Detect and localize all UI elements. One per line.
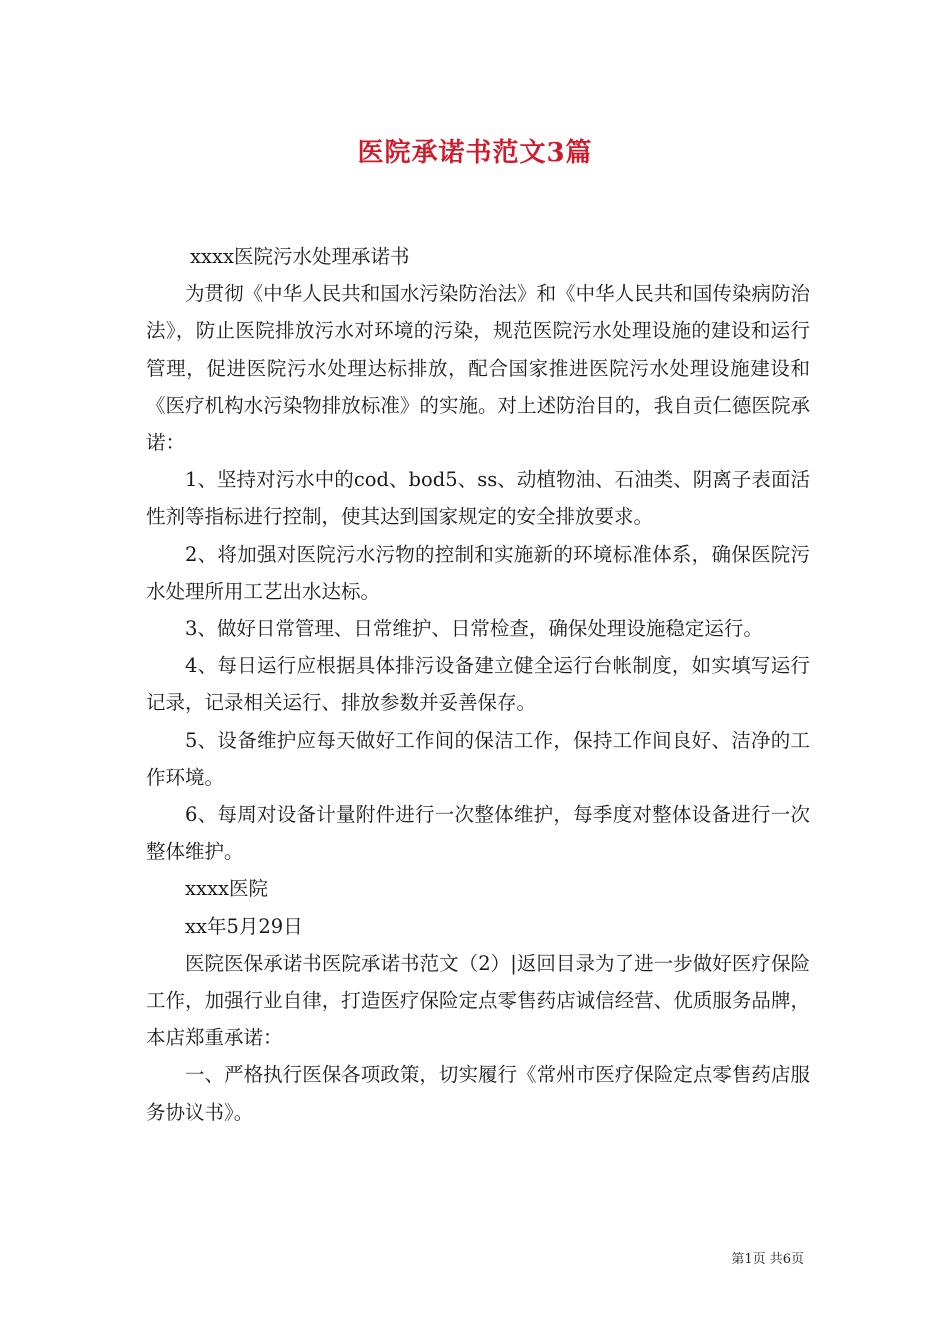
paragraph-item-1: 1、坚持对污水中的cod、bod5、ss、动植物油、石油类、阴离子表面活性剂等指标进行控制，使其达到国家规定的安全排放要求。 — [146, 468, 810, 529]
signature-date: xx年5月29日 — [185, 914, 303, 938]
page-number-footer: 第1页 共6页 — [731, 1252, 804, 1267]
paragraph-insurance-item-1: 一、严格执行医保各项政策，切实履行《常州市医疗保险定点零售药店服务协议书》。 — [146, 1063, 810, 1124]
paragraph-item-4: 4、每日运行应根据具体排污设备建立健全运行台帐制度，如实填写运行记录，记录相关运行、排放参数并妥善保存。 — [146, 654, 810, 715]
document-title: 医院承诺书范文3篇 — [357, 138, 593, 168]
document-body — [146, 238, 810, 1131]
signature-hospital: xxxx医院 — [185, 877, 268, 901]
paragraph-insurance-intro: 医院医保承诺书医院承诺书范文（2）|返回目录为了进一步做好医疗保险工作，加强行业自律，打造医疗保险定点零售药店诚信经营、优质服务品牌，本店郑重承诺： — [146, 951, 810, 1050]
section-heading-sewage-commitment: xxxx医院污水处理承诺书 — [190, 245, 410, 268]
paragraph-item-6: 6、每周对设备计量附件进行一次整体维护，每季度对整体设备进行一次整体维护。 — [146, 803, 810, 864]
paragraph-item-2: 2、将加强对医院污水污物的控制和实施新的环境标准体系，确保医院污水处理所用工艺出水达标。 — [146, 542, 810, 603]
paragraph-intro: 为贯彻《中华人民共和国水污染防治法》和《中华人民共和国传染病防治法》，防止医院排放污水对环境的污染，规范医院污水处理设施的建设和运行管理，促进医院污水处理达标排放，配合国家推进医院污水处理设施建设和《医疗机构水污染物排放标准》的实施。对上述防治目的，我自贡仁德医院承诺： — [146, 282, 810, 455]
paragraph-item-5: 5、设备维护应每天做好工作间的保洁工作，保持工作间良好、洁净的工作环境。 — [146, 728, 810, 789]
paragraph-item-3: 3、做好日常管理、日常维护、日常检查，确保处理设施稳定运行。 — [185, 617, 763, 641]
